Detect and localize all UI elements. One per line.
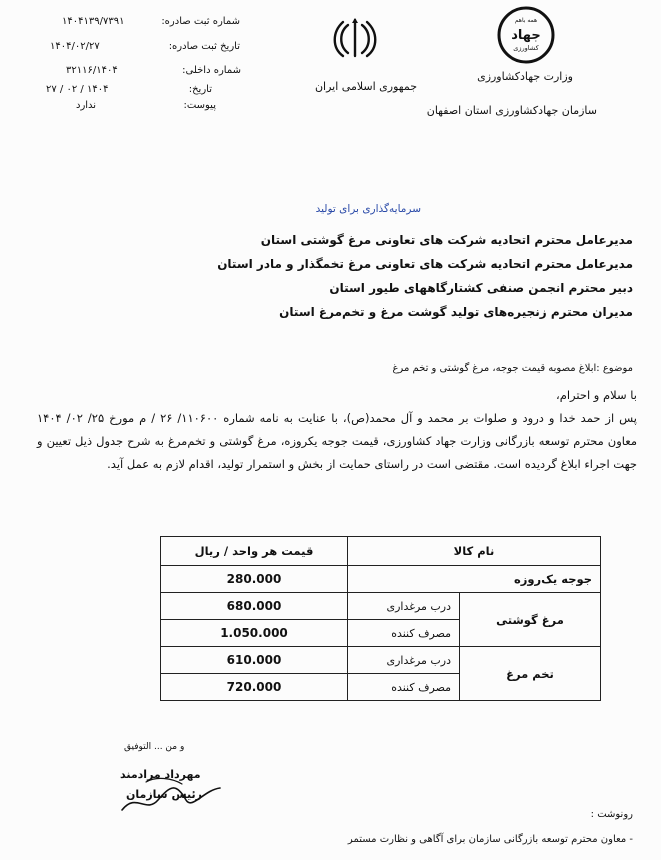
broiler-farm-price: 680.000: [161, 593, 348, 620]
signer-title: رئیس سازمان: [126, 788, 202, 801]
closing-phrase: و من ... التوفیق: [124, 742, 185, 752]
meta-reg-date: [50, 41, 240, 55]
handwritten-signature: [116, 770, 226, 820]
cc-line-1: - معاون محترم توسعه بازرگانی سازمان برای آگاهی و نظارت مستمر: [347, 834, 633, 845]
broiler-consumer-price: 1.050.000: [161, 620, 348, 647]
meta-attachment: [76, 100, 216, 114]
jahad-keshavarzi-logo: [495, 4, 557, 66]
republic-title: جمهوری اسلامی ایران: [314, 80, 417, 93]
broiler-farm-label: درب مرغداری: [348, 593, 460, 620]
cc-label: رونوشت :: [590, 809, 633, 820]
logo-main-text: جهاد: [511, 28, 541, 43]
egg-farm-label: درب مرغداری: [348, 647, 460, 674]
col-header-item: نام کالا: [348, 537, 601, 566]
egg-consumer-label: مصرف کننده: [348, 674, 460, 701]
broiler-consumer-label: مصرف کننده: [348, 620, 460, 647]
meta-date: [46, 84, 212, 98]
chick-price: 280.000: [161, 566, 348, 593]
logo-top-text: همه باهم: [514, 17, 538, 24]
attachment-label: پیوست:: [183, 100, 216, 111]
table-row: [161, 566, 601, 593]
reg-number-label: شماره ثبت صادره:: [161, 16, 240, 27]
date-value: ۱۴۰۴ / ۰۲ / ۲۷: [46, 84, 109, 95]
addressee-3: دبیر محترم انجمن صنفی کشتارگاههای طیور استان: [329, 281, 633, 295]
addressee-4: مدیران محترم زنجیره‌های تولید گوشت مرغ و تخم‌مرغ استان: [279, 305, 633, 319]
table-row: [161, 647, 601, 674]
internal-number-value: ۳۲۱۱۶/۱۴۰۴: [66, 65, 118, 76]
addressee-1: مدیرعامل محترم اتحادیه شرکت های تعاونی مرغ گوشتی استان: [260, 233, 633, 247]
meta-reg-number: [62, 16, 240, 30]
addressee-2: مدیرعامل محترم اتحادیه شرکت های تعاونی مرغ تخمگذار و مادر استان: [217, 257, 633, 271]
egg-farm-price: 610.000: [161, 647, 348, 674]
table-row: [161, 593, 601, 620]
iran-emblem-icon: [333, 16, 377, 60]
egg-label: تخم مرغ: [460, 647, 601, 701]
greeting: با سلام و احترام،: [556, 388, 637, 402]
price-table: [160, 536, 601, 701]
body-paragraph: پس از حمد خدا و درود و صلوات بر محمد و آل محمد(ص)، با عنایت به نامه شماره ۱۱۰۶۰۰/ ۲۶ / م مورخ ۲۵/ ۰۲/ ۱۴۰۴ معاون محترم توسعه بازرگانی وزارت جهاد کشاورزی، قیمت جوجه یکروزه، مرغ گوشتی و تخم‌مرغ به شرح جدول ذیل تعیین و جهت اجراء ابلاغ گردیده است. مقتضی است در راستای حمایت از بخش و استمرار تولید، اقدام لازم به عمل آید.: [37, 411, 638, 471]
chick-label: جوجه یک‌روزه: [348, 566, 601, 593]
meta-internal-number: [66, 65, 241, 79]
logo-bottom-text: کشاورزی: [513, 44, 539, 52]
subject-line: موضوع :ابلاغ مصوبه قیمت جوجه، مرغ گوشتی و تخم مرغ: [392, 363, 633, 374]
internal-number-label: شماره داخلی:: [182, 65, 241, 76]
attachment-value: ندارد: [76, 100, 97, 111]
date-label: تاریخ:: [188, 84, 212, 95]
organization-title: سازمان جهادکشاورزی استان اصفهان: [426, 104, 597, 117]
egg-consumer-price: 720.000: [161, 674, 348, 701]
table-header-row: [161, 537, 601, 566]
reg-date-label: تاریخ ثبت صادره:: [168, 41, 240, 52]
reg-date-value: ۱۴۰۴/۰۲/۲۷: [50, 41, 100, 52]
col-header-price: قیمت هر واحد / ریال: [161, 537, 348, 566]
ministry-title: وزارت جهادکشاورزی: [477, 70, 573, 83]
broiler-label: مرغ گوشتی: [460, 593, 601, 647]
slogan: سرمایه‌گذاری برای تولید: [315, 203, 421, 215]
reg-number-value: ۱۴۰۴۱۳۹/۷۳۹۱: [62, 16, 125, 27]
signer-name: مهرداد مرادمند: [120, 768, 201, 781]
